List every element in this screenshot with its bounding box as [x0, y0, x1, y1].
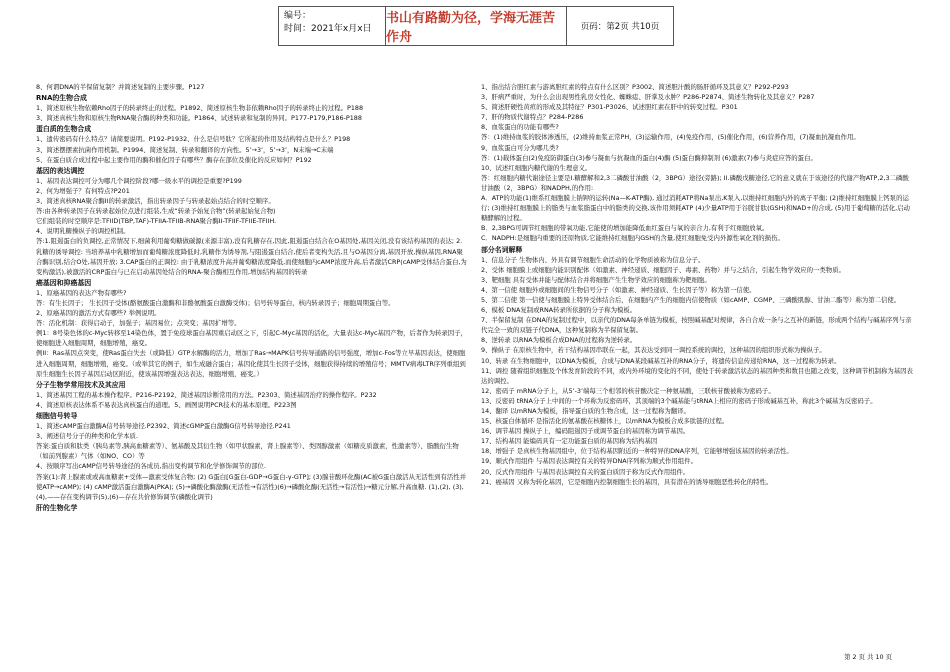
- header-meta: [279, 7, 386, 45]
- paragraph: 1、简述原核生物依赖Rho因子的转录终止的过程。P1892、简述原核生物非依赖Rho因子的转录终止的过程。P188: [36, 104, 364, 113]
- paragraph: 8、血浆蛋白的功能有哪些?: [481, 123, 559, 132]
- paragraph: 例II：Ras基因点突变，使Ras蛋白失去（或降低）GTP水解酶的活力，增加了Ras→MAPK信号传导通路的信号强度，增加c-Fos等立早基因表达，使细胞进入细胞周期，细胞增殖，癌变。（或举其它的例子，如生成融合蛋白；基因化使其生长因子受体，细胞获得持续的增殖信号；MMTV病毒LTR序列重组到原生细胞生长因子基因启动区附近，使该基因增强表达表达，细胞增殖，癌变。）: [36, 349, 466, 378]
- paragraph: 3、简述真核RNA聚合酶II的转录激活，指出转录因子与转录起始点结合的时空顺序。: [36, 197, 275, 206]
- time-label: 时间：2021年x月x日: [284, 24, 372, 34]
- section-heading: 蛋白质的生物合成: [36, 125, 92, 134]
- section-heading: 肝的生物化学: [36, 503, 78, 512]
- paragraph: 2、原癌基因的激活方式有哪些? 举例说明。: [36, 309, 161, 318]
- paragraph: 7、肝的物质代谢特点？P284-P286: [481, 113, 584, 122]
- right-column: [481, 82, 913, 487]
- paragraph: 1、信息分子 生物体内、外具有调节细胞生命活动的化学物质被称为信息分子。: [481, 255, 705, 264]
- paragraph: 9、血浆蛋白可分为哪几类?: [481, 143, 559, 152]
- paragraph: 答案(1):肾上腺素或或高血糖素+受体—激素受体复合物; (2) G蛋白[G蛋白-GDP→G蛋白-γ-GTP]; (3)腺苷酸环化酶(AC被G蛋白激活从无活性到有活性并使ATP→cAMP); (4) cAMP激活蛋白激酶A(PKA); (5)→磷酸化酶激酶(无活性→有活性)(6)→磷酸化酶(无活性→有活性)→糖元分解,升高血糖. (1),(2), (3),(4),——存在变构调节(5),(6)—存在共价修饰调节(磷酸化调节): [36, 472, 467, 501]
- paragraph: 15、核蛋白体循环 是指活化的氨基酸在核糖体上，以mRNA为模板合成多肽链的过程。: [481, 417, 729, 426]
- paragraph: 5、在蛋白质合成过程中起主要作用的酶和催化因子有哪些？酶存在部位及催化的反应如何？P192: [36, 155, 312, 164]
- paragraph: 21、癌基因 又称为转化基因，它是细胞内控制细胞生长的基因，具有潜在的诱导细胞恶性转化的特性。: [481, 477, 773, 486]
- paragraph: 19、顺式作用组件 与基因表达调控有关的特异DNA序列称为顺式作用组件。: [481, 457, 697, 466]
- header-page-label: 页码：第2页 共10页: [580, 22, 660, 32]
- paragraph: 13、反密码 tRNA分子上中间的一个环称为反密码环，其顶端的3个碱基能与tRNA上相应的密码子形成碱基互补，称此3个碱基为反密码子。: [481, 396, 877, 405]
- paragraph: 答：活化机制：获得启动子，加强子；基因易位；点突变；基因扩增等。: [36, 319, 241, 328]
- paragraph: 10、试述红细胞内糖代谢的生理意义。: [481, 163, 592, 172]
- section-heading: 细胞信号转导: [36, 412, 78, 420]
- paragraph: 1、简述基因工程的基本操作程序。P216-P2192、简述基因诊断常用的方法。P2303、简述基因治疗的操作程序。P232: [36, 390, 377, 399]
- section-heading: 部分名词解释: [481, 245, 523, 254]
- paragraph: 答：(1)载体蛋白(2)免疫防御蛋白(3)参与凝血与抗凝血的蛋白(4)酶 (5)蛋白酶抑制剂 (6)激素(7)参与炎症应答的蛋白。: [481, 153, 817, 162]
- paragraph: 10、转录 在生物细胞中，以DNA为模板，合成与DNA某段碱基互补的RNA分子，将遗传信息传递给RNA，这一过程称为转录。: [481, 356, 841, 365]
- header-slogan: 书山有路勤为径，学海无涯苦作舟: [386, 7, 567, 45]
- paragraph: 9、操纵子 在原核生物中，若干结构基因串联在一起，其表达受到同一调控系统的调控，这种基因的组织形式称为操纵子。: [481, 346, 826, 355]
- paragraph: 例1：8号染色体的c-Myc转移至14染色体，置于免疫球蛋白基因重启动区之下，引起C-Myc基因的活化，大量表达c-Myc基因产物，后者作为转录因子，使细胞进入细胞周期，细胞增殖，癌变。: [36, 329, 467, 348]
- paragraph: 12、密码子 mRNA分子上，从5’-3’端每三个相邻的核苷酸决定一种氨基酸，三联核苷酸被称为密码子。: [481, 386, 775, 395]
- section-heading: RNA的生物合成: [36, 94, 87, 103]
- section-heading: 基因的表达调控: [36, 166, 85, 175]
- paragraph: C．NADPH:是细胞内重要的还原物质,它能维持红细胞内GSH的含量,使红细胞免受内外源性氧化剂的损伤。: [481, 234, 784, 243]
- paragraph: 答:由各种转录因子在转录起始位点进行组装,生成“转录予始复合物”(转录起始复合物): [36, 207, 276, 216]
- section-heading: 癌基因和抑癌基因: [36, 278, 92, 287]
- paragraph: 2、何为增强子？有何特点?P201: [36, 186, 130, 195]
- paragraph: 1、简述cAMP蛋白激酶A信号转导途径.P2392、简述cGMP蛋白激酶G信号转导途径.P241: [36, 422, 291, 431]
- paragraph: 3、简述摆摆素抗菌作用机制。P1994、简述复制、转录和翻译的方向性。5’→3’，5’→3’，N末端→C末端: [36, 145, 334, 154]
- paragraph: B．2,3BPG可调节红细胞的带氧功能,它能使的增加能降低血红蛋白与氧的亲合力,有利于红细胞放氧。: [481, 224, 769, 233]
- paragraph: 3、靶细胞 具有受体并能与配体结合并将细胞产生生物学效应的细胞称为靶细胞。: [481, 275, 711, 284]
- paragraph: 8、何谓DNA的半保留复制？并简述复制的主要步骤。P127: [36, 83, 205, 91]
- paragraph: 20、反式作用组件 与基因表达调控有关的蛋白质因子称为反式作用组件。: [481, 467, 690, 476]
- paragraph: 1、遗传密码有什么特点？请简要说明。P192-P1932、什么是信号肽？它所起的作用及结构特点是什么？P198: [36, 135, 351, 144]
- paragraph: 答：有生长因子； 生长因子受体(酪氨酸蛋白激酶和非酪氨酸蛋白激酶受体)；信号转导蛋白，核内转录因子；细胞周期蛋白等。: [36, 298, 395, 307]
- paragraph: 3、简述真核生物和原核生物RNA聚合酶的种类和功能。P1864、试述转录和复制的异同。P177-P179,P186-P188: [36, 114, 362, 123]
- paragraph: 5、简述肝硬性黄疸的形成及其特征？P301-P3026、试述胆红素在肝中的转变过程。P301: [481, 103, 738, 112]
- paragraph: A．ATP的功能(1)维系红细胞膜上钠钾的运转(Na—K-ATP酶), 通过消耗ATP将Na泵出,K泵入,以维持红细胞内外的离子平衡; (2)维持红细胞膜上钙泵的运行; (3)维持红细胞膜上的脂类与血浆脂蛋白中的脂类的交换,该作用须耗ATP (4)少量ATP用于谷胱甘肽(GSH)和NAD+的合成, (5)用于葡萄糖的活化,启动糖酵解的过程。: [481, 194, 910, 223]
- left-column: [36, 82, 468, 513]
- paragraph: 答案:蛋白质和肽类（胰岛素等,胰高血糖素等）、氨基酸及其衍生物（如甲状腺素，肾上腺素等）、类固醇激素（如糖皮质激素，性激素等）、脂酸衍生物（如前列腺素）气体（如NO、CO）等: [36, 442, 459, 461]
- paragraph: 7、半保留复制 在DNA的复制过程中，以亲代的DNA每条单链为模板，按照碱基配对规律，各自合成一条与之互补的新链，形成两个结构与碱基序列与亲代完全一致的双链子代DNA，这种复制称为半保留复制。: [481, 316, 912, 335]
- paragraph: 8、逆转录 以RNA为模板合成DNA的过程称为逆转录。: [481, 336, 637, 345]
- paragraph: 4、说明乳糖操纵子的调控机制。: [36, 227, 130, 236]
- paragraph: 2、受体 细胞膜上或细胞内能识别配体（如激素、神经递质、细胞因子、毒素、药物）并与之结合，引起生物学效应的一类物质。: [481, 265, 845, 274]
- paragraph: 3、肝病严重时，为什么会出现男性乳房女性化、蜘蛛痣、肝掌及水肿？P286-P2874、简述生物转化及其意义？P287: [481, 93, 815, 102]
- code-label: 编号：: [284, 11, 312, 21]
- paragraph: 6、模板 DNA复制或RNA转录所依据的分子称为模板。: [481, 306, 637, 315]
- paragraph: 3、阐述信号分子的种类和化学本质.: [36, 432, 138, 441]
- paragraph: 答：(1)维持血浆的胶体渗透压，(2)维持血浆正常PH，(3)运输作用，(4)免疫作用，(5)催化作用，(6)营养作用，(7)凝血抗凝血作用。: [481, 133, 860, 142]
- paragraph: 它们组装的时空顺序是:TFIID(TBP,TAF)-TFIIA-TFIIB-RNA聚合酶II-TFIIF-TFIIE-TFIIH.: [36, 217, 277, 226]
- paragraph: 答：红细胞内糖代谢途径主要是I.糖酵解和2,3二磷酸甘油酸（2，3BPG）途径(旁路); II.磷酸戊糖途径,它的意义就在于该途径的代谢产物ATP,2,3二磷酸甘油酸（2，3BPG）和NADPH,的作用:: [481, 173, 909, 192]
- paragraph: 1、原癌基因的表达产物有哪些?: [36, 288, 127, 297]
- paragraph: 4、简述原核表达体系不易表达真核蛋白的道理。5、画图说明PCR技术的基本原理。P223图: [36, 400, 297, 409]
- paragraph: 4、按顺序写出cAMP信号转导途径的各成员,指出变构调节和化学修饰调节的部位.: [36, 462, 266, 471]
- paragraph: 18、增强子 是真核生物基因组中，位于结构基因附近的一种特异的DNA序列，它能够增强该基因的转录活性。: [481, 447, 793, 456]
- paragraph: 1、指出结合胆红素与游离胆红素的特点有什么区别？P3002、简述胆汁酸的肠肝循环及其意义？P292-P293: [481, 83, 789, 91]
- paragraph: 5、第二信使 第一信使与细胞膜上特异受体结合后，在细胞内产生的细胞内信使物质（如cAMP、CGMP、三磷酸肌醇、甘油二酯等）称为第二信使。: [481, 295, 901, 304]
- section-heading: 分子生物学常用技术及其应用: [36, 380, 126, 389]
- paragraph: 4、第一信使 细胞外或细胞间的生物信号分子（如激素、神经递质、生长因子等）称为第一信使。: [481, 285, 756, 294]
- paragraph: 1、基因表达调控可分为哪几个调控阶段?哪一级水平的调控是重要?P199: [36, 176, 242, 185]
- paragraph: 16、调节基因 操纵子上，编码阻遏因子或调节蛋白的基因称为调节基因。: [481, 427, 690, 436]
- paragraph: 17、结构基因 能编码具有一定功能蛋白质的基因称为结构基因: [481, 437, 658, 446]
- paragraph: 答:1.阻遏蛋白的负调控,正常情况下,细菌利用葡萄糖做碳源(来源丰富),没有乳糖存在,因此,阻遏蛋白结合在O基因处,基因关闭,没有该结构基因的表达; 2.乳糖的诱导调控: 当培养基中乳糖增加而葡萄糖浓度降低时,乳糖作为诱导剂,与阻遏蛋白结合,使后者变构失活,且与O基因分离,基因开放,操纵基因,RNA聚合酶识别,结合O处,基因开放; 3.CAP蛋白的正调控: 由于乳糖浓度升高并葡萄糖浓度降低,而使细胞内cAMP浓度升高,后者激活CRP(cAMP受体结合蛋白,为变构激活),被激活的CRP蛋白与已在启动基因处结合的RNA-聚合酶相互作用,增加结构基因的转录: [36, 237, 467, 276]
- page-header: [278, 6, 674, 46]
- paragraph: 14、翻译 以mRNA为模板，指导蛋白质的生物合成，这一过程称为翻译。: [481, 407, 690, 415]
- paragraph: 11、调控 随着组织细胞及个体发育阶段的不同，或内外环境的变化的不同，使处于转录激活状态的基因种类和数目也随之改变，这种调节机制称为基因表达的调控。: [481, 366, 913, 385]
- page-footer: 第 2 页 共 10 页: [844, 653, 892, 661]
